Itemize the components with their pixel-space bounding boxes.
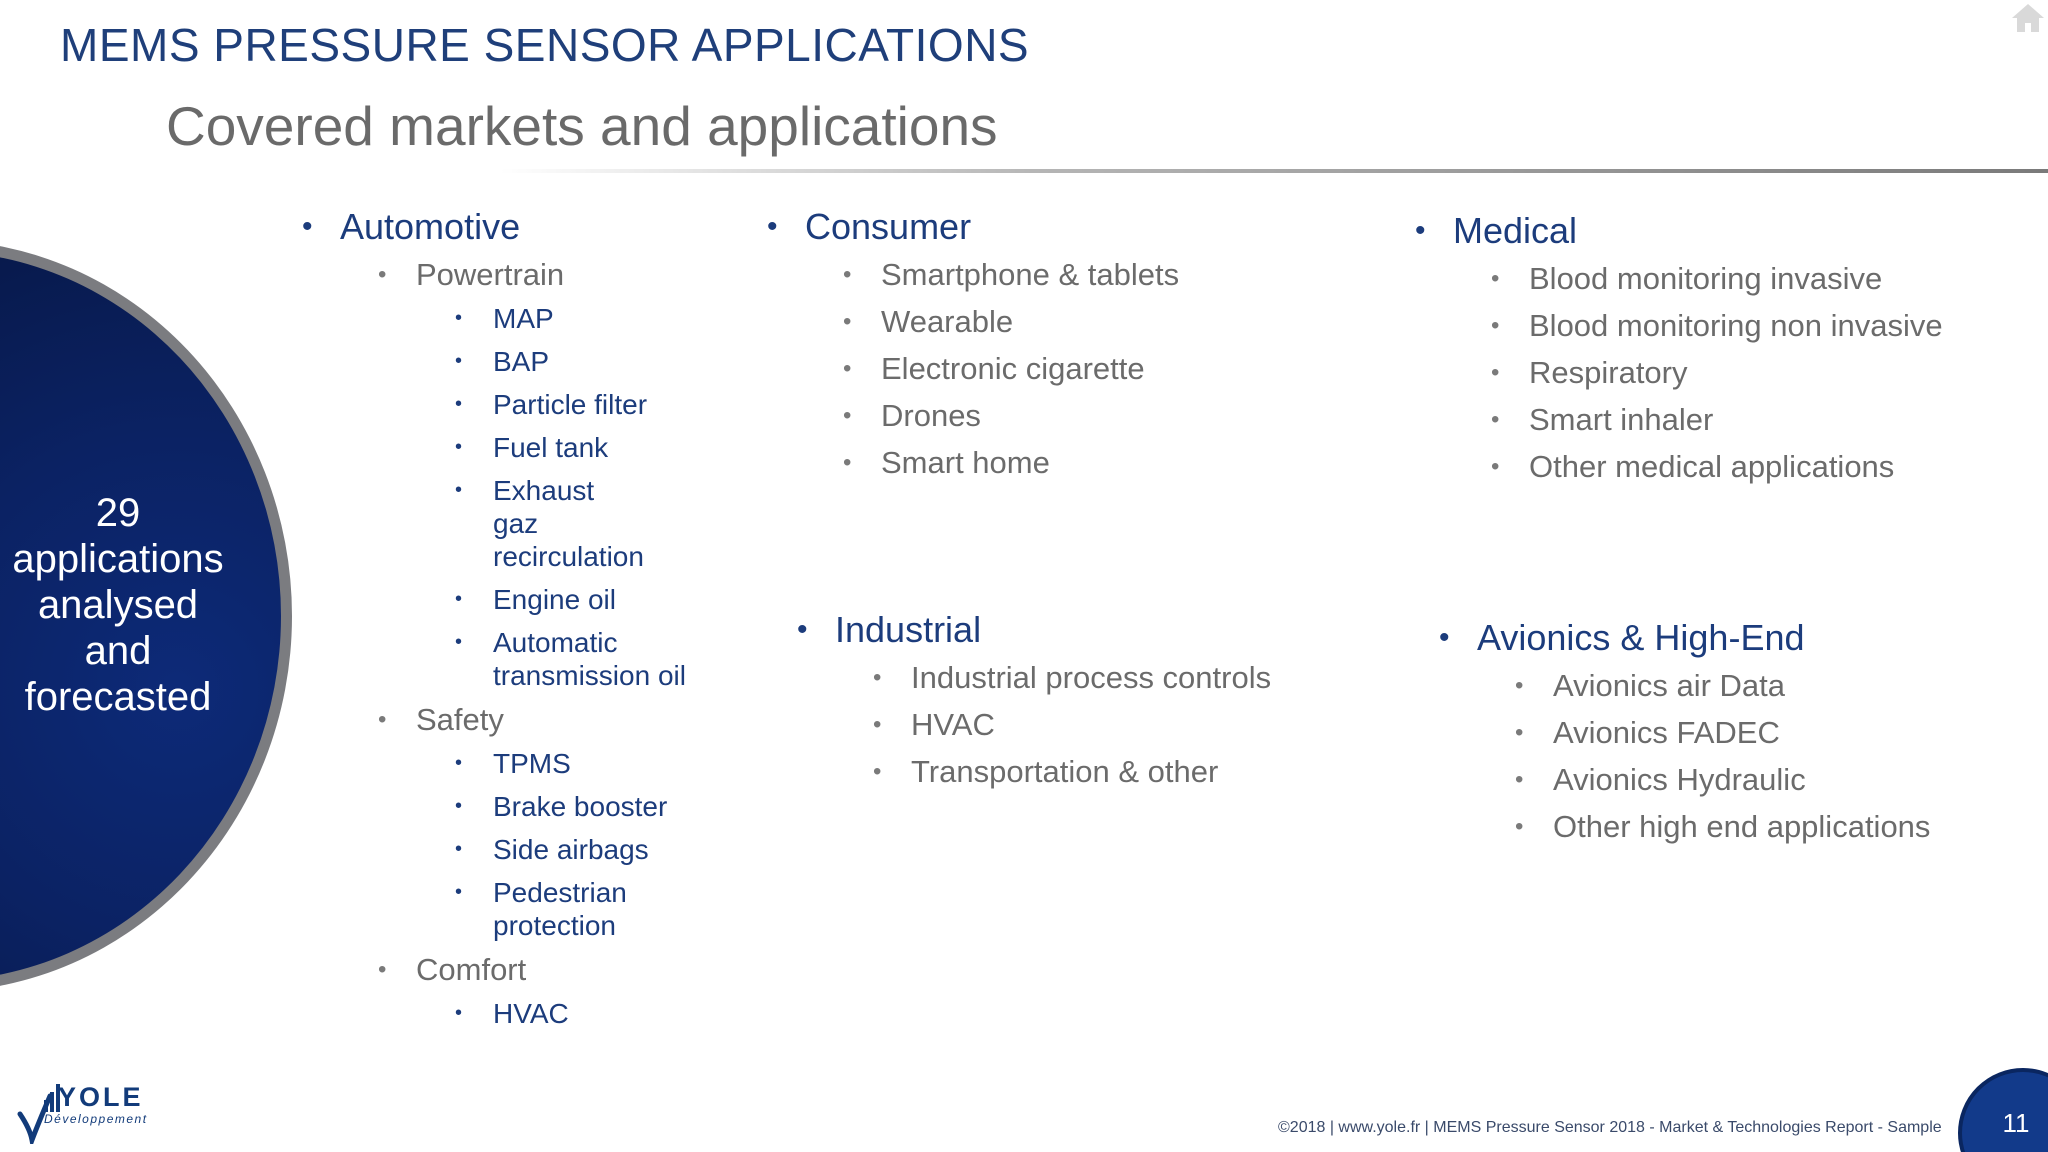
automotive-section <box>302 205 762 1030</box>
list-item: • Drones <box>843 396 1327 436</box>
segment-heading-comfort: • Comfort <box>378 950 762 990</box>
summary-line: 29 <box>95 491 141 535</box>
list-item: • Wearable <box>843 302 1327 342</box>
summary-text <box>0 490 236 720</box>
list-item: • Blood monitoring non invasive <box>1491 306 2015 346</box>
market-heading-automotive: • Automotive <box>302 205 762 249</box>
summary-line: applications <box>12 537 224 581</box>
medical-section <box>1415 209 2015 487</box>
list-item: • BAP <box>455 345 762 378</box>
list-item: • Transportation & other <box>873 752 1357 792</box>
segment-heading-powertrain: • Powertrain <box>378 255 762 295</box>
header-divider <box>500 169 2048 173</box>
list-item: • Avionics Hydraulic <box>1515 760 2019 800</box>
list-item: • Side airbags <box>455 833 762 866</box>
home-icon[interactable] <box>2010 2 2046 34</box>
list-item: • Particle filter <box>455 388 762 421</box>
list-item: • Electronic cigarette <box>843 349 1327 389</box>
logo-subtitle: Développement <box>44 1112 148 1126</box>
market-heading-consumer: • Consumer <box>767 205 1327 249</box>
list-item: • MAP <box>455 302 762 335</box>
list-item: • Pedestrian protection <box>455 876 645 942</box>
page-title: MEMS PRESSURE SENSOR APPLICATIONS <box>60 19 1030 71</box>
list-item: • Avionics air Data <box>1515 666 2019 706</box>
list-item: • Other high end applications <box>1515 807 2019 847</box>
list-item: • Smart inhaler <box>1491 400 2015 440</box>
list-item: • Respiratory <box>1491 353 2015 393</box>
avionics-section <box>1439 616 2019 847</box>
list-item: • Exhaust gaz recirculation <box>455 474 645 573</box>
summary-line: and <box>84 629 152 673</box>
footer-copyright: ©2018 | www.yole.fr | MEMS Pressure Sensor 2018 - Market & Technologies Report - Sample <box>1278 1119 1942 1136</box>
list-item: • Smart home <box>843 443 1327 483</box>
list-item: • Avionics FADEC <box>1515 713 2019 753</box>
segment-heading-safety: • Safety <box>378 700 762 740</box>
page-number: 11 <box>2002 1108 2030 1138</box>
consumer-section <box>767 205 1327 483</box>
list-item: • Automatic transmission oil <box>455 626 695 692</box>
list-item: • Other medical applications <box>1491 447 2015 487</box>
page-subtitle: Covered markets and applications <box>166 95 998 157</box>
summary-line: forecasted <box>24 675 212 719</box>
summary-line: analysed <box>37 583 199 627</box>
list-item: • Brake booster <box>455 790 762 823</box>
market-heading-industrial: • Industrial <box>797 608 1357 652</box>
list-item: • Fuel tank <box>455 431 762 464</box>
industrial-section <box>797 608 1357 792</box>
list-item: • Blood monitoring invasive <box>1491 259 2015 299</box>
list-item: • Industrial process controls <box>873 658 1357 698</box>
list-item: • HVAC <box>873 705 1357 745</box>
market-heading-medical: • Medical <box>1415 209 2015 253</box>
list-item: • Smartphone & tablets <box>843 255 1327 295</box>
logo-wordmark: YOLE <box>58 1082 144 1112</box>
market-heading-avionics: • Avionics & High-End <box>1439 616 2019 660</box>
list-item: • Engine oil <box>455 583 762 616</box>
list-item: • HVAC <box>455 997 762 1030</box>
list-item: • TPMS <box>455 747 762 780</box>
